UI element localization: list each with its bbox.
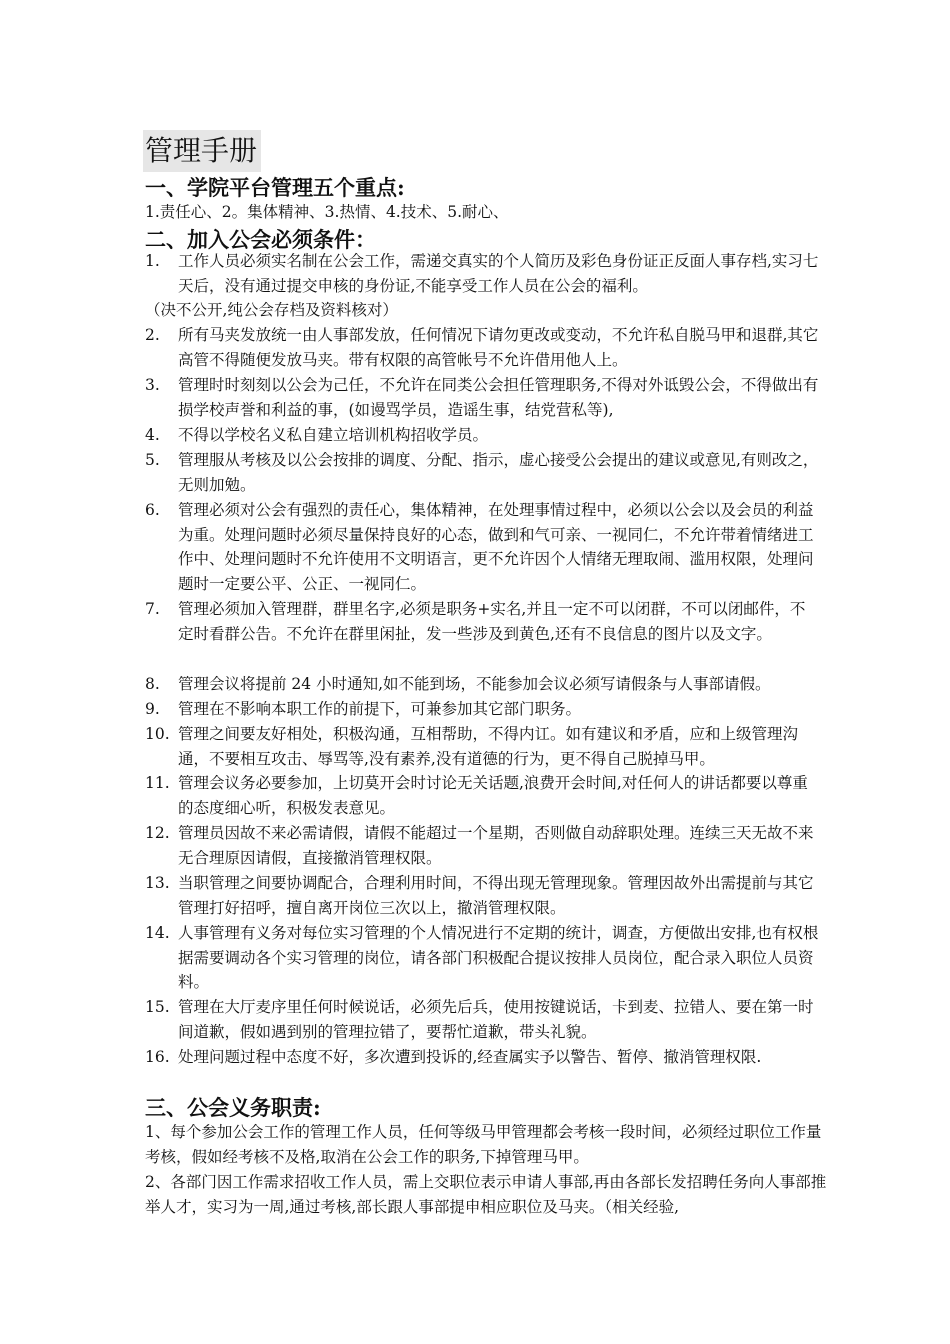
list-item xyxy=(145,722,820,771)
list-item-text: 管理员因故不来必需请假，请假不能超过一个星期，否则做自动辞职处理。连续三天无故不来无合理原因请假，直接撤消管理权限。 xyxy=(178,824,814,867)
section3-paragraph: 1、每个参加公会工作的管理工作人员，任何等级马甲管理都会考核一段时间，必须经过职位工作量考核，假如经考核不及格,取消在公会工作的职务,下掉管理马甲。 xyxy=(145,1123,822,1166)
list-item-number: 11. xyxy=(145,774,170,792)
list-item-text: 当职管理之间要协调配合，合理利用时间，不得出现无管理现象。管理因故外出需提前与其它管理打好招呼，擅自离开岗位三次以上，撤消管理权限。 xyxy=(178,874,814,917)
list-item-text: 管理会议将提前 24 小时通知,如不能到场，不能参加会议必须写请假条与人事部请假。 xyxy=(178,675,771,693)
list-item-text: 管理在大厅麦序里任何时候说话，必须先后兵，使用按键说话，卡到麦、拉错人、要在第一时间道歉，假如遇到别的管理拉错了，要帮忙道歉，带头礼貌。 xyxy=(178,998,814,1041)
list-item-text: 所有马夹发放统一由人事部发放，任何情况下请勿更改或变动，不允许私自脱马甲和退群,其它高管不得随便发放马夹。带有权限的高管帐号不允许借用他人上。 xyxy=(178,326,819,369)
section2-note: （决不公开,纯公会存档及资料核对） xyxy=(145,301,398,319)
list-item-text: 管理在不影响本职工作的前提下，可兼参加其它部门职务。 xyxy=(178,700,582,718)
list-item-text: 管理时时刻刻以公会为己任，不允许在同类公会担任管理职务,不得对外诋毁公会，不得做出有损学校声誉和利益的事，(如谩骂学员，造谣生事，结党营私等), xyxy=(178,376,819,419)
list-item-text: 管理会议务必要参加，上切莫开会时讨论无关话题,浪费开会时间,对任何人的讲话都要以尊重的态度细心听，积极发表意见。 xyxy=(178,774,808,817)
section3-paragraph: 2、各部门因工作需求招收工作人员，需上交职位表示申请人事部,再由各部长发招聘任务向人事部推举人才，实习为一周,通过考核,部长跟人事部提申相应职位及马夹。（相关经验, xyxy=(145,1173,827,1216)
list-item-text: 管理服从考核及以公会按排的调度、分配、指示，虚心接受公会提出的建议或意见,有则改之，无则加勉。 xyxy=(178,451,819,494)
list-item xyxy=(145,323,820,372)
list-item xyxy=(145,697,820,722)
list-item xyxy=(145,995,820,1044)
list-item-number: 8. xyxy=(145,675,160,693)
list-item-number: 15. xyxy=(145,998,170,1016)
list-item-number: 10. xyxy=(145,725,170,743)
list-item-text: 人事管理有义务对每位实习管理的个人情况进行不定期的统计，调查，方便做出安排,也有权根据需要调动各个实习管理的岗位，请各部门积极配合提议按排人员岗位，配合录入职位人员资料。 xyxy=(178,924,819,991)
list-item-text: 管理之间要友好相处，积极沟通，互相帮助，不得内讧。如有建议和矛盾，应和上级管理沟通，不要相互攻击、辱骂等,没有素养,没有道德的行为，更不得自己脱掉马甲。 xyxy=(178,725,799,768)
list-item-number: 1. xyxy=(145,252,160,270)
list-item xyxy=(145,498,820,596)
list-item-number: 5. xyxy=(145,451,160,469)
list-item xyxy=(145,373,820,422)
section2-heading: 二、加入公会必须条件： xyxy=(145,227,376,252)
list-item xyxy=(145,871,820,920)
list-item-number: 6. xyxy=(145,501,160,519)
list-item-number: 13. xyxy=(145,874,170,892)
list-item-text: 管理必须对公会有强烈的责任心，集体精神，在处理事情过程中，必须以公会以及会员的利益为重。处理问题时必须尽量保持良好的心态，做到和气可亲、一视同仁，不允许带着情绪进工作中、处理问题时不允许使用不文明语言，更不允许因个人情绪无理取闹、滥用权限，处理问题时一定要公平、公正、一视同仁。 xyxy=(178,501,814,593)
list-item xyxy=(145,1045,820,1070)
page-title: 管理手册 xyxy=(143,130,261,172)
list-item-number: 4. xyxy=(145,426,160,444)
section1-heading: 一、学院平台管理五个重点: xyxy=(145,175,405,200)
list-item xyxy=(145,597,820,646)
section1-body: 1.责任心、2。集体精神、3.热情、4.技术、5.耐心、 xyxy=(145,203,509,221)
list-item xyxy=(145,921,820,995)
list-item xyxy=(145,423,820,448)
list-item xyxy=(145,672,820,697)
list-item-number: 16. xyxy=(145,1048,170,1066)
list-item-text: 管理必须加入管理群，群里名字,必须是职务+实名,并且一定不可以闭群，不可以闭邮件，不定时看群公告。不允许在群里闲扯，发一些涉及到黄色,还有不良信息的图片以及文字。 xyxy=(178,600,806,643)
list-item-number: 9. xyxy=(145,700,160,718)
list-item-text: 处理问题过程中态度不好，多次遭到投诉的,经查属实予以警告、暂停、撤消管理权限. xyxy=(178,1048,762,1066)
section3-heading: 三、公会义务职责: xyxy=(145,1095,321,1120)
list-item xyxy=(145,448,820,497)
list-item-number: 12. xyxy=(145,824,170,842)
list-item-text: 工作人员必须实名制在公会工作，需递交真实的个人简历及彩色身份证正反面人事存档,实习七天后，没有通过提交申核的身份证,不能享受工作人员在公会的福利。 xyxy=(178,252,819,295)
list-item-number: 3. xyxy=(145,376,160,394)
list-item-number: 14. xyxy=(145,924,170,942)
list-item xyxy=(145,249,820,298)
list-item-number: 7. xyxy=(145,600,160,618)
list-item-text: 不得以学校名义私自建立培训机构招收学员。 xyxy=(178,426,489,444)
list-item-number: 2. xyxy=(145,326,160,344)
list-item xyxy=(145,771,820,820)
list-item xyxy=(145,821,820,870)
